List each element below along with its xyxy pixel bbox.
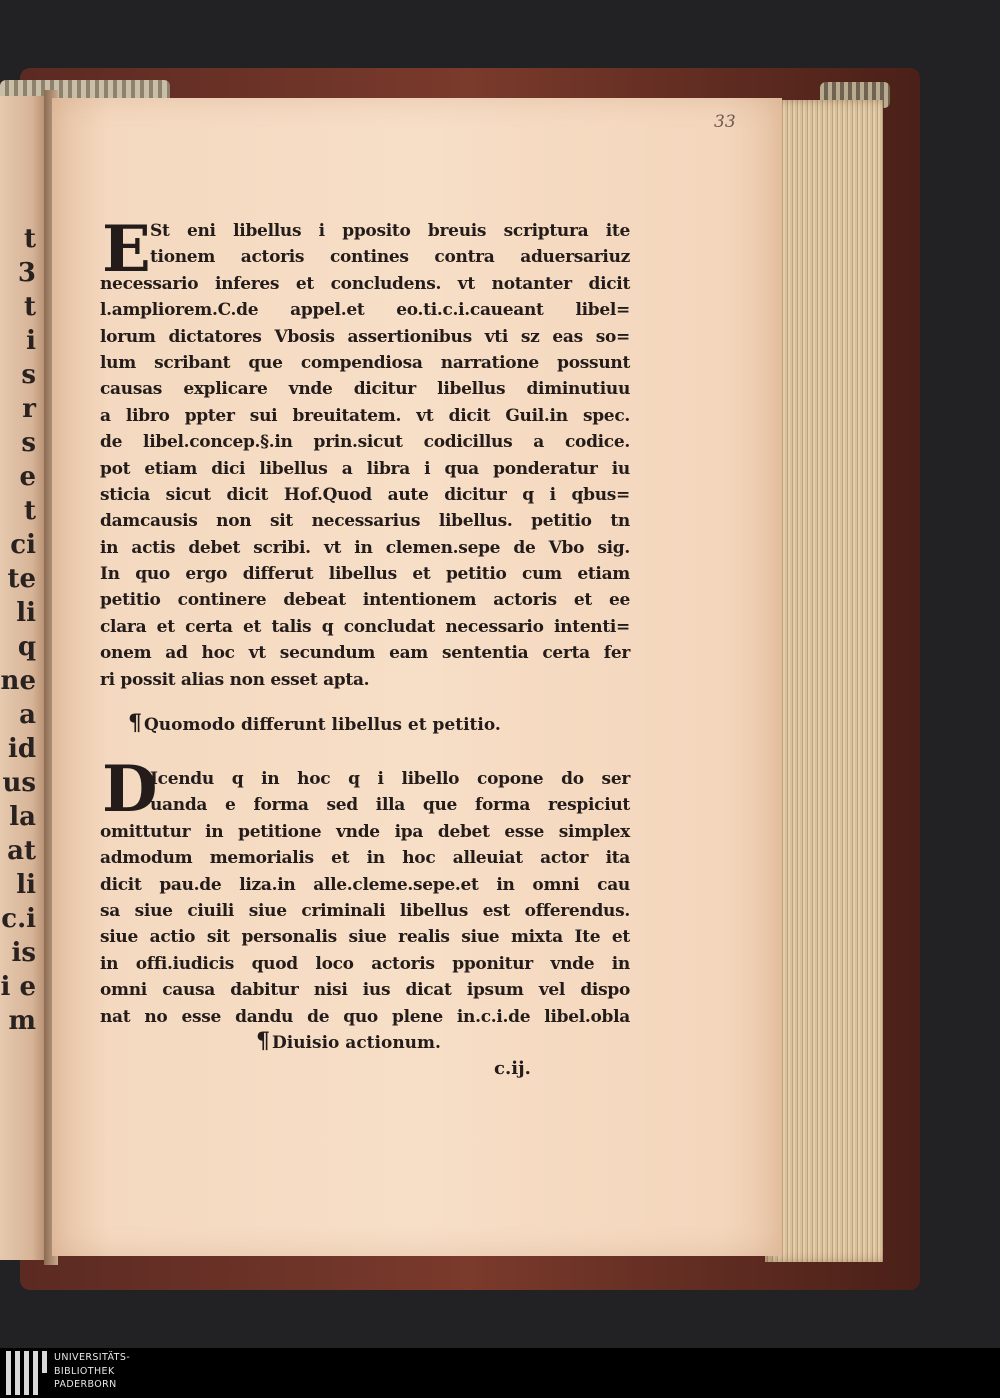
section-1-text	[100, 212, 630, 693]
left-page-fragment: li	[16, 598, 36, 628]
text-line: in actis debet scribi. vt in clemen.sepe de Vbo sig.	[100, 537, 630, 558]
left-page-fragment: s	[21, 428, 36, 458]
text-line: admodum memorialis et in hoc alleuiat actor ita	[100, 848, 630, 869]
left-page-text	[0, 96, 40, 1260]
folio-number: 33	[714, 112, 736, 132]
left-page-fragment: 3	[17, 258, 36, 288]
left-page-fragment: i e	[0, 972, 36, 1002]
pilcrow-icon: ¶	[128, 710, 142, 736]
left-page-fragment: c.i	[1, 904, 36, 934]
library-name-line-2: BIBLIOTHEK	[54, 1365, 115, 1377]
library-name	[54, 1351, 130, 1392]
left-page-fragment: s	[21, 360, 36, 390]
text-line: in offi.iudicis quod loco actoris pponitur vnde in	[100, 953, 630, 974]
left-page-fragment: t	[23, 224, 36, 254]
next-heading-text: Diuisio actionum.	[272, 1033, 441, 1053]
left-page-fragment: q	[17, 632, 36, 662]
text-line: pot etiam dici libellus a libra i qua ponderatur iu	[100, 458, 630, 479]
text-line: Icendu q in hoc q i libello copone do ser	[150, 769, 630, 789]
text-line: omni causa dabitur nisi ius dicat ipsum vel dispo	[100, 980, 630, 1001]
left-page-fragment: la	[9, 802, 36, 832]
library-name-line-3: PADERBORN	[54, 1379, 117, 1390]
text-line: siue actio sit personalis siue realis siue mixta Ite et	[100, 927, 630, 948]
left-page-fragment: t	[23, 496, 36, 526]
left-page-fragment: ne	[0, 666, 36, 696]
text-line: a libro ppter sui breuitatem. vt dicit Guil.in spec.	[100, 405, 630, 426]
text-line: sa siue ciuili siue criminali libellus est offerendus.	[100, 900, 630, 921]
initial-letter-e: E	[102, 212, 151, 287]
left-page-fragment: ci	[10, 530, 36, 560]
heading-text: Quomodo differunt libellus et petitio.	[144, 715, 501, 735]
text-line: l.ampliorem.C.de appel.et eo.ti.c.i.caueant libel=	[100, 300, 630, 321]
left-page-fragment: m	[8, 1006, 36, 1036]
left-page-fragment: at	[7, 836, 36, 866]
left-page-fragment: is	[11, 938, 36, 968]
text-line: clara et certa et talis q concludat necessario intenti=	[100, 616, 630, 637]
text-line: causas explicare vnde dicitur libellus diminutiuu	[100, 379, 630, 400]
left-page-fragment: us	[2, 768, 36, 798]
section-2-text	[100, 766, 630, 1030]
signature-mark: c.ij.	[494, 1058, 531, 1079]
text-line: necessario inferes et concludens. vt notanter dicit	[100, 273, 630, 294]
text-line: St eni libellus i pposito breuis scriptura ite	[150, 221, 630, 241]
fore-edge	[765, 100, 883, 1262]
text-line: onem ad hoc vt secundum eam sententia certa fer	[100, 643, 630, 664]
text-line: nat no esse dandu de quo plene in.c.i.de libel.obla	[100, 1006, 630, 1027]
left-page-fragment: t	[23, 292, 36, 322]
left-page-fragment: e	[19, 462, 36, 492]
left-page-fragment: a	[19, 700, 36, 730]
library-name-line-1: UNIVERSITÄTS-	[54, 1352, 131, 1363]
library-logo-icon	[6, 1351, 46, 1395]
left-page-fragment: te	[7, 564, 36, 594]
text-line: lum scribant que compendiosa narratione possunt	[100, 352, 630, 373]
text-line: sticia sicut dicit Hof.Quod aute dicitur q i qbus=	[100, 484, 630, 505]
text-line: uanda e forma sed illa que forma respiciut	[150, 795, 630, 816]
section-heading	[128, 710, 501, 736]
left-page	[0, 96, 46, 1260]
initial-letter-d: D	[102, 752, 158, 827]
left-page-fragment: i	[26, 326, 36, 356]
text-line: damcausis non sit necessarius libellus. petitio tn	[100, 511, 630, 532]
text-line: lorum dictatores Vbosis assertionibus vti sz eas so=	[100, 326, 630, 347]
text-line: petitio continere debeat intentionem actoris et ee	[100, 590, 630, 611]
text-line: de libel.concep.§.in prin.sicut codicillus a codice.	[100, 432, 630, 453]
next-section-heading	[256, 1028, 441, 1054]
left-page-fragment: li	[16, 870, 36, 900]
pilcrow-icon: ¶	[256, 1028, 270, 1054]
text-line: omittutur in petitione vnde ipa debet esse simplex	[100, 821, 630, 842]
library-footer	[0, 1348, 1000, 1398]
text-line: In quo ergo differut libellus et petitio cum etiam	[100, 564, 630, 585]
text-line: tionem actoris contines contra aduersariuz	[150, 247, 630, 268]
left-page-fragment: id	[7, 734, 36, 764]
left-page-fragment: r	[22, 394, 36, 424]
text-line: ri possit alias non esset apta.	[100, 669, 370, 690]
text-line: dicit pau.de liza.in alle.cleme.sepe.et in omni cau	[100, 874, 630, 895]
